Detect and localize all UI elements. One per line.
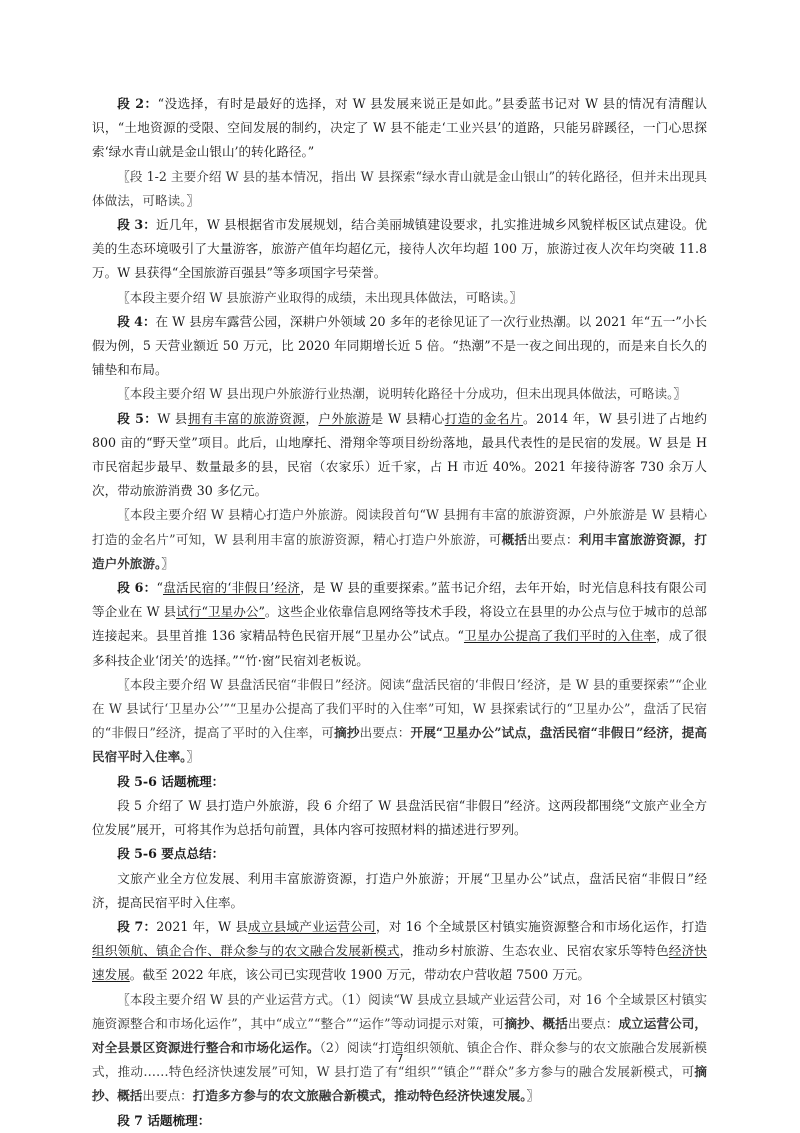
- underlined-phrase: 成立县域产业运营公司: [248, 918, 376, 934]
- paragraph-7: [92, 915, 707, 988]
- paragraph-label: 段 6：: [117, 580, 157, 596]
- text-run: 出要点：: [527, 531, 579, 547]
- text-run: 是 W 县精心: [370, 410, 445, 426]
- underlined-phrase: 打造的金名片: [444, 410, 524, 426]
- text-run: ，推动乡村旅游、生态农业、民宿农家乐等特色: [399, 943, 669, 959]
- underlined-phrase: 拥有丰富的旅游资源: [187, 410, 306, 426]
- method-keyword: 概括: [501, 531, 528, 547]
- paragraph-label: 段 3：: [117, 217, 157, 233]
- paragraph-text: 近几年，W 县根据省市发展规划，结合美丽城镇建设要求，扎实推进城乡风貌样板区试点建设。优美的生态环境吸引了大量游客，旅游产值年均超亿元，接待人次年均超 100 万，旅游过夜人次年均突破 11.8 万。W 县获得“全国旅游百强县”等多项国字号荣誉。: [92, 217, 707, 281]
- underlined-phrase: 试行“卫星办公”: [176, 604, 265, 620]
- section-heading-7-topic: 段 7 话题梳理：: [117, 1112, 211, 1128]
- text-run: 〖本段主要介绍 W 县精心打造户外旅游。阅读段首句“W 县拥有丰富的旅游资源，户外旅游是 W 县精心打造的金名片”可知，W 县利用丰富的旅游资源，精心打造户外旅游，可: [92, 507, 707, 547]
- topic-summary-5-6: 段 5 介绍了 W 县打造户外旅游，段 6 介绍了 W 县盘活民宿“非假日”经济。这两段都围绕“文旅产业全方位发展”展开，可将其作为总括句前置，具体内容可按照材料的描述进行罗列。: [92, 797, 707, 838]
- text-run: ，成了很多科技企业‘闭关’的选择。”“竹·窗”民宿刘老板说。: [92, 628, 708, 668]
- paragraph-6: [92, 576, 707, 673]
- text-run: ，: [305, 410, 319, 426]
- text-run: 出要点：: [359, 725, 411, 741]
- text-run: ，是 W 县的重要探索。”蓝书记介绍，去年开始，时光信息科技有限公司等企业在 W 县: [92, 580, 707, 620]
- points-summary-5-6: 文旅产业全方位发展、利用丰富旅游资源，打造户外旅游；开展“卫星办公”试点，盘活民宿“非假日”经济，提高民宿平时入住率。: [92, 870, 707, 910]
- paragraph-2: [92, 92, 707, 165]
- analysis-note-4: 〖本段主要介绍 W 县出现户外旅游行业热潮，说明转化路径十分成功，但未出现具体做法，可略读。〗: [117, 386, 686, 402]
- text-run: 〗: [161, 555, 174, 571]
- text-run: 〗: [526, 1088, 540, 1104]
- underlined-phrase: 组织领航、镇企合作、群众参与的农文融合发展新模式: [92, 943, 400, 959]
- key-point: 打造多方参与的农文旅融合新模式，推动特色经济快速发展。: [192, 1088, 527, 1104]
- paragraph-label: 段 2：: [117, 96, 158, 111]
- method-keyword: 摘抄、概括: [504, 1015, 568, 1031]
- text-run: “: [156, 580, 163, 596]
- text-run: ，对 16 个全域景区村镇实施资源整合和市场化运作，打造: [375, 918, 707, 934]
- method-keyword: 摘抄: [334, 725, 360, 741]
- underlined-phrase: 户外旅游: [318, 410, 371, 426]
- analysis-note-7: [92, 988, 707, 1109]
- section-heading-5-6-points: 段 5-6 要点总结：: [117, 846, 225, 862]
- underlined-phrase: 卫星办公提高了我们平时的入住率: [463, 628, 657, 644]
- text-run: 。2014 年，W 县引进了占地约 800 亩的“野天堂”项目。此后，山地摩托、滑翔伞等项目纷纷落地，最具代表性的是民宿的发展。W 县是 H 市民宿起步最早、数量最多的县，民宿（农家乐）近千家，占 H 市近 40%。2021 年接待游客 730 余万人次，带动旅游消费 30 多亿元。: [92, 410, 708, 499]
- key-point: 成立运营公司，对全县景区资源进行整合和市场化运作。: [92, 1015, 708, 1055]
- paragraph-4: [92, 310, 707, 383]
- paragraph-text: 在 W 县房车露营公园，深耕户外领域 20 多年的老徐见证了一次行业热潮。以 2021 年“五一”小长假为例，5 天营业额近 50 万元，比 2020 年同期增长近 5 倍。“热潮”不是一夜之间出现的，而是来自长久的铺垫和布局。: [92, 313, 707, 378]
- text-run: W 县: [157, 410, 188, 426]
- text-run: 2021 年，W 县: [156, 918, 249, 934]
- text-run: 出要点：: [142, 1088, 193, 1104]
- key-point: 利用丰富旅游资源，打造户外旅游。: [92, 531, 708, 571]
- text-run: 。截至 2022 年底，该公司已实现营收 1900 万元，带动农户营收超 7500 万元。: [129, 967, 590, 983]
- paragraph-label: 段 7：: [117, 918, 157, 934]
- underlined-phrase: 经济快速发展: [92, 943, 708, 983]
- text-run: 〖本段主要介绍 W 县的产业运营方式。（1）阅读“W 县成立县域产业运营公司，对 16 个全域景区村镇实施资源整合和市场化运作”，其中“成立”“整合”“运作”等动词提示对策，可: [92, 991, 707, 1031]
- text-run: 。这些企业依靠信息网络等技术手段，将设立在县里的办公点与位于城市的总部连接起来。县里首推 136 家精品特色民宿开展“卫星办公”试点。“: [92, 604, 707, 644]
- analysis-note-6: [92, 673, 707, 770]
- key-point: 开展“卫星办公”试点，盘活民宿“非假日”经济，提高民宿平时入住率。: [92, 725, 708, 765]
- text-run: 〗: [186, 749, 200, 765]
- method-keyword: 摘抄、概括: [92, 1064, 707, 1104]
- analysis-note-3: 〖本段主要介绍 W 县旅游产业取得的成绩，未出现具体做法，可略读。〗: [117, 289, 523, 305]
- text-run: 出要点：: [567, 1015, 619, 1031]
- paragraph-label: 段 4：: [117, 313, 156, 329]
- section-heading-5-6-topic: 段 5-6 话题梳理：: [117, 773, 225, 789]
- analysis-note-5: [92, 503, 707, 576]
- text-run: 〖本段主要介绍 W 县盘活民宿“非假日”经济。阅读“盘活民宿的‘非假日’经济，是 W 县的重要探索”“企业在 W 县试行‘卫星办公’”“卫星办公提高了我们平时的入住率”可知，W 县探索试行的“卫星办公”，盘活了民宿的“非假日”经济，提高了平时的入住率，可: [92, 676, 707, 741]
- analysis-note-1-2: 〖段 1-2 主要介绍 W 县的基本情况，指出 W 县探索“绿水青山就是金山银山”的转化路径，但并未出现具体做法，可略读。〗: [92, 168, 707, 208]
- document-body: [92, 92, 707, 1133]
- page-number: 7: [396, 1052, 404, 1065]
- paragraph-5: [92, 407, 707, 504]
- paragraph-text: “没选择，有时是最好的选择，对 W 县发展来说正是如此。”县委蓝书记对 W 县的情况有清醒认识，“土地资源的受限、空间发展的制约，决定了 W 县不能走‘工业兴县’的道路，只能另辟蹊径，一门心思探索‘绿水青山就是金山银山’的转化路径。”: [92, 96, 707, 160]
- text-run: （2）阅读“打造组织领航、镇企合作、群众参与的农文旅融合发展新模式，推动……特色经济快速发展”可知，W 县打造了有“组织”“镇企”“群众”多方参与的融合发展新模式，可: [92, 1039, 708, 1080]
- paragraph-label: 段 5：: [117, 410, 158, 426]
- underlined-phrase: 盘活民宿的‘非假日’经济: [162, 580, 301, 596]
- paragraph-3: [92, 213, 707, 286]
